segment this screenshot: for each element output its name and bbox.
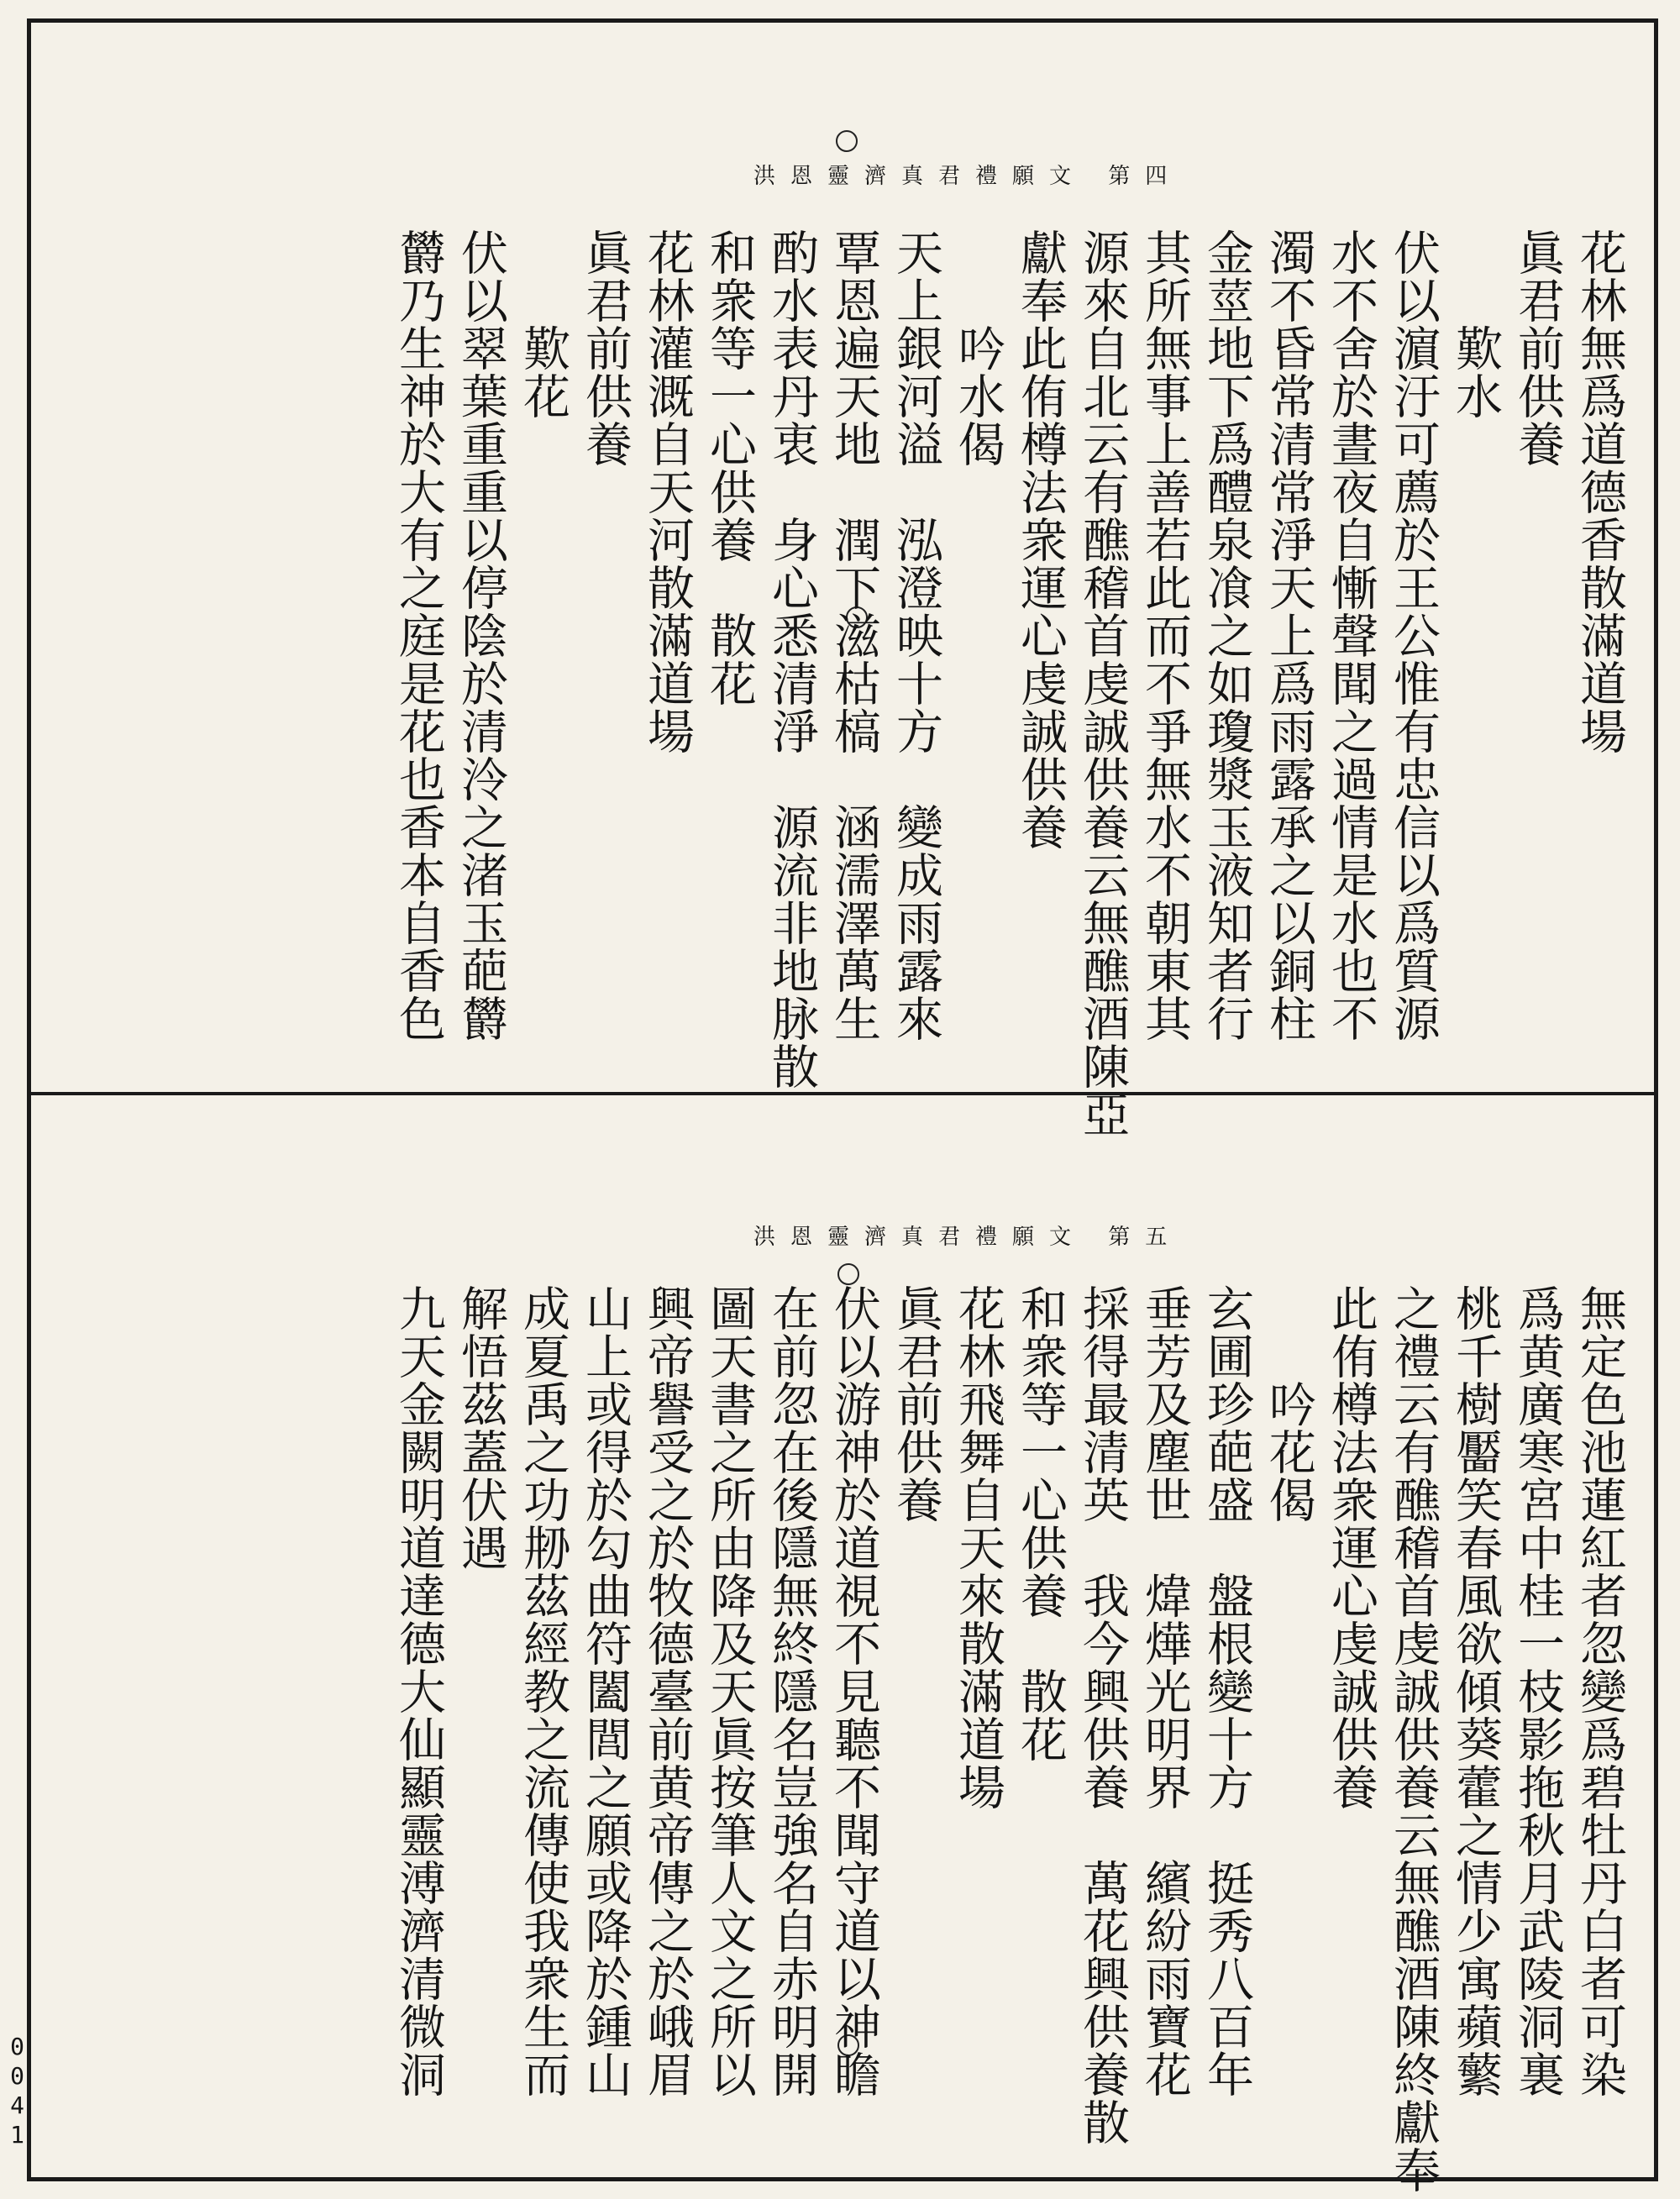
bottom-col-20: 九天金闕明道達德大仙顯靈溥濟清微洞 — [391, 1284, 446, 2098]
bottom-col-1: 無定色池蓮紅者忽變爲碧牡丹白者可染 — [1572, 1284, 1627, 2098]
top-circle-upper — [836, 130, 858, 152]
bottom-col-4: 之禮云有醮稽首虔誠供養云無醮酒陳終獻奉 — [1386, 1284, 1441, 2194]
top-col-13: 覃恩遍天地 潤下滋枯槁 涵濡澤萬生 — [827, 228, 881, 1042]
top-col-16: 花林灌溉自天河散滿道場 — [640, 228, 695, 755]
top-col-8: 其所無事上善若此而不爭無水不朝東其 — [1137, 228, 1192, 1042]
bottom-circle-upper — [837, 1263, 859, 1285]
top-col-15: 和衆等一心供養 散花 — [702, 228, 757, 707]
bottom-panel — [31, 1095, 1654, 2194]
top-col-11: 吟水偈 — [951, 228, 1005, 468]
top-col-7: 金莖地下爲醴泉飡之如瓊漿玉液知者行 — [1200, 228, 1254, 1042]
margin-page-number: 0041 — [3, 2033, 31, 2150]
top-col-14: 酌水表丹衷 身心悉清淨 源流非地脉散 — [764, 228, 819, 1090]
top-col-9: 源來自北云有醮稽首虔誠供養云無醮酒陳亞 — [1075, 228, 1130, 1138]
top-col-20: 欝乃生神於大有之庭是花也香本自香色 — [391, 228, 446, 1042]
top-col-19: 伏以翠葉重重以停陰於清泠之渚玉葩欝 — [454, 228, 508, 1042]
top-col-5: 水不舍於晝夜自慚聲聞之過情是水也不 — [1324, 228, 1378, 1042]
top-panel — [31, 23, 1654, 1138]
top-col-12: 天上銀河溢 泓澄映十方 變成雨露來 — [889, 228, 943, 1042]
bottom-col-8: 垂芳及塵世 煒燁光明界 繽紛雨寶花 — [1137, 1284, 1192, 2098]
bottom-col-12: 眞君前供養 — [889, 1284, 943, 1524]
bottom-col-14: 在前忽在後隱無終隱名豈強名自赤明開 — [764, 1284, 819, 2098]
bottom-col-18: 成夏禹之功刱茲經教之流傳使我衆生而 — [516, 1284, 570, 2098]
bottom-col-10: 和衆等一心供養 散花 — [1013, 1284, 1068, 1763]
top-col-4: 伏以濵汙可薦於王公惟有忠信以爲質源 — [1386, 228, 1441, 1042]
bottom-col-2: 爲黄廣寒宮中桂一枝影拖秋月武陵洞裏 — [1510, 1284, 1565, 2098]
bottom-header: 洪恩靈濟真君禮願文 第五 — [753, 1225, 1183, 1250]
bottom-col-9: 採得最清英 我今興供養 萬花興供養散 — [1075, 1284, 1130, 2146]
top-col-10: 獻奉此侑樽法衆運心虔誠供養 — [1013, 228, 1068, 851]
bottom-col-7: 玄圃珍葩盛 盤根變十方 挺秀八百年 — [1200, 1284, 1254, 2098]
bottom-col-13: 伏以游神於道視不見聽不聞守道以神瞻 — [827, 1284, 881, 2098]
bottom-col-17: 山上或得於勾曲符闔閭之願或降於鍾山 — [578, 1284, 633, 2098]
bottom-col-19: 解悟茲蓋伏遇 — [454, 1284, 508, 1572]
bottom-col-15: 圖天書之所由降及天眞按筆人文之所以 — [702, 1284, 757, 2098]
top-col-3: 歎水 — [1448, 228, 1503, 420]
top-col-6: 濁不昏常清常淨天上爲雨露承之以銅柱 — [1262, 228, 1316, 1042]
top-col-17: 眞君前供養 — [578, 228, 633, 468]
bottom-col-6: 吟花偈 — [1262, 1284, 1316, 1524]
bottom-col-11: 花林飛舞自天來散滿道場 — [951, 1284, 1005, 1811]
top-col-18: 歎花 — [516, 228, 570, 420]
top-col-2: 眞君前供養 — [1510, 228, 1565, 468]
top-header: 洪恩靈濟真君禮願文 第四 — [753, 164, 1183, 189]
bottom-col-3: 桃千樹靨笑春風欲傾葵藿之情少寓蘋蘩 — [1448, 1284, 1503, 2098]
bottom-col-16: 興帝譽受之於牧德臺前黄帝傳之於峨眉 — [640, 1284, 695, 2098]
top-col-1: 花林無爲道德香散滿道場 — [1572, 228, 1627, 755]
bottom-col-5: 此侑樽法衆運心虔誠供養 — [1324, 1284, 1378, 1811]
